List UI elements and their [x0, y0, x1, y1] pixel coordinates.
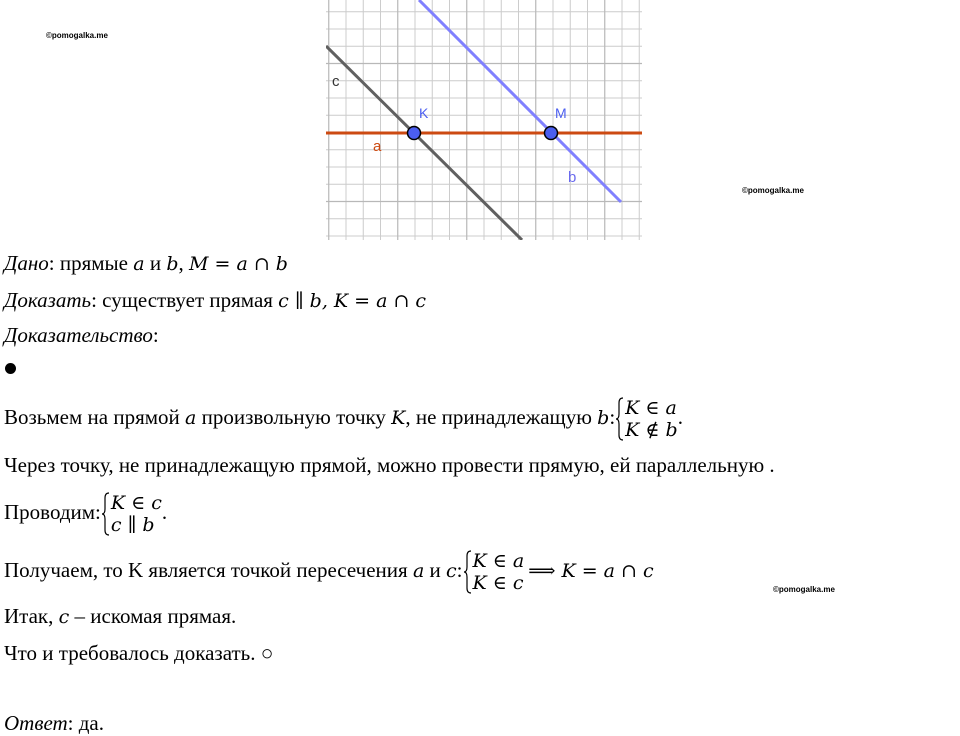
label-m: M: [555, 105, 567, 121]
system-1: K ∈ a K ∉ b: [615, 397, 678, 441]
step-4: Получаем, то K является точкой пересечения a и c: K ∈ a K ∈ c ⟹ K = a ∩ c: [4, 550, 654, 595]
answer-label: Ответ: [4, 711, 68, 735]
label-a: a: [373, 138, 382, 155]
step-5: Итак, c – искомая прямая.: [4, 604, 237, 628]
result-formula: ⟹ K = a ∩ c: [528, 560, 654, 582]
label-b: b: [568, 169, 577, 186]
prove-line: Доказать: существует прямая c ∥ b, K = a ∩ c: [4, 288, 427, 312]
proof-heading: Доказательство:: [4, 323, 159, 347]
watermark: ©pomogalka.me: [46, 31, 108, 40]
step-1: Возьмем на прямой a произвольную точку K, не принадлежащую b: K ∈ a K ∉ b .: [4, 397, 683, 442]
prove-label: Доказать: [4, 288, 92, 312]
step-2: Через точку, не принадлежащую прямой, можно провести прямую, ей параллельную .: [4, 453, 775, 477]
proof-label: Доказательство: [4, 323, 153, 347]
brace-icon: [615, 397, 624, 441]
label-c: c: [332, 73, 340, 90]
step-3: Проводим: K ∈ c c ∥ b .: [4, 492, 168, 537]
point-k: [408, 127, 421, 140]
geometry-figure: [326, 0, 642, 240]
given-label: Дано: [4, 251, 49, 275]
watermark: ©pomogalka.me: [742, 186, 804, 195]
answer-line: Ответ: да.: [4, 711, 105, 735]
label-k: K: [419, 105, 429, 121]
given-line: Дано: прямые a и b, M = a ∩ b: [4, 251, 288, 275]
watermark: ©pomogalka.me: [773, 585, 835, 594]
brace-icon: [463, 550, 472, 594]
step-6: Что и требовалось доказать. ○: [4, 641, 274, 665]
bullet-icon: [5, 363, 16, 374]
point-m: [545, 127, 558, 140]
given-formula: M = a ∩ b: [189, 253, 288, 275]
system-3: K ∈ a K ∈ c: [463, 550, 525, 594]
system-2: K ∈ c c ∥ b: [101, 492, 162, 536]
brace-icon: [101, 492, 110, 536]
prove-formula: c ∥ b, K = a ∩ c: [278, 290, 427, 312]
